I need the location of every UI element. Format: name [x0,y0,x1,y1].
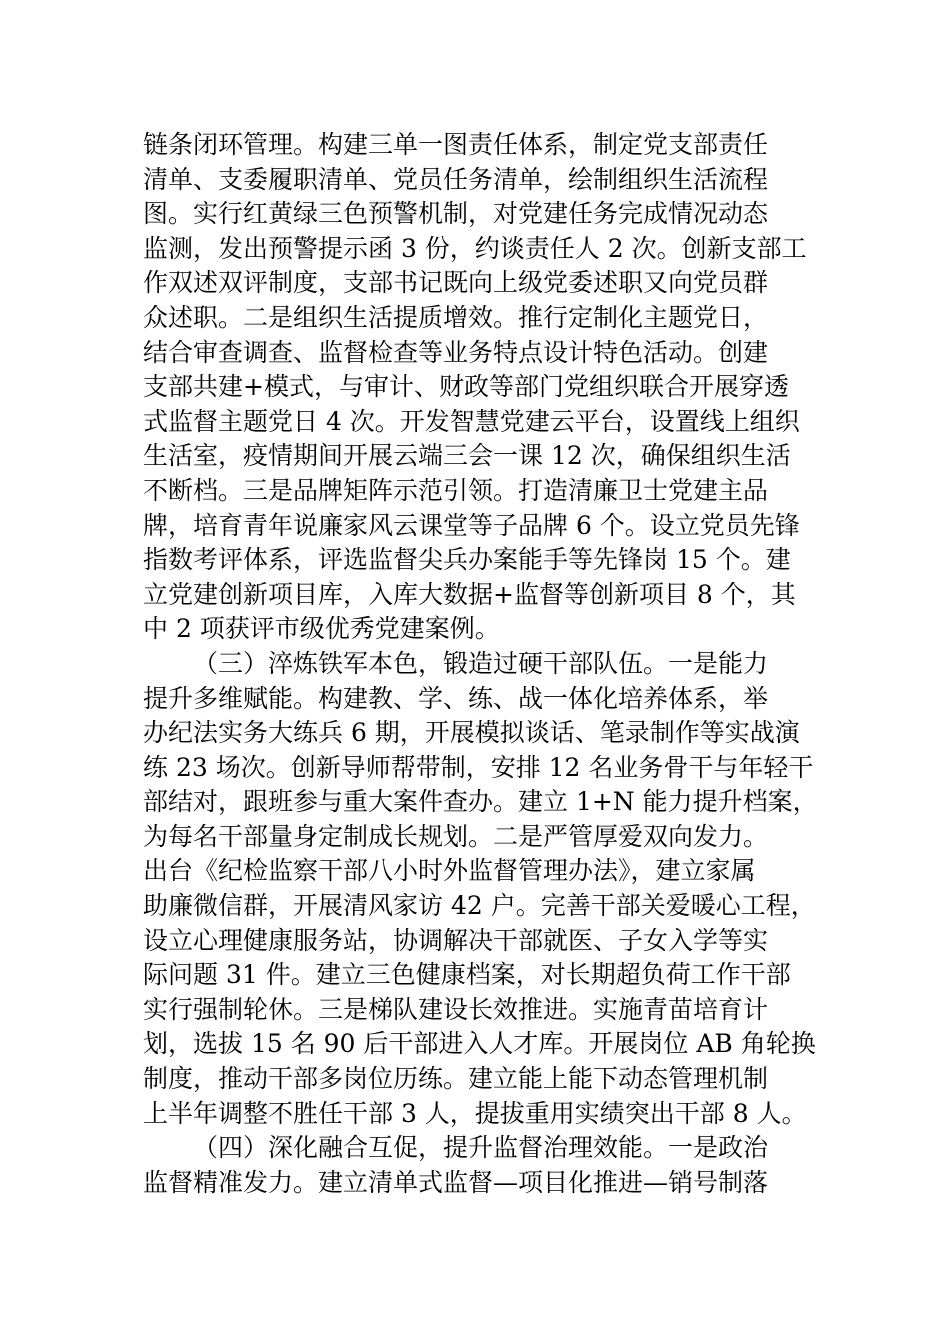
text-line: 设立心理健康服务站，协调解决干部就医、子女入学等实 [143,925,769,955]
text-line: 指数考评体系，评选监督尖兵办案能手等先锋岗 15 个。建 [143,545,791,575]
text-line: 生活室，疫情期间开展云端三会一课 12 次，确保组织生活 [143,441,791,471]
text-line: 际问题 31 件。建立三色健康档案，对长期超负荷工作干部 [143,960,791,990]
text-line: 提升多维赋能。构建教、学、练、战一体化培养体系，举 [143,683,769,713]
text-line: 为每名干部量身定制成长规划。二是严管厚爱双向发力。 [143,821,769,851]
text-line: 结合审查调查、监督检查等业务特点设计特色活动。创建 [143,337,769,367]
section-heading-line: （三）淬炼铁军本色，锻造过硬干部队伍。一是能力 [193,648,769,678]
text-line: 划，选拔 15 名 90 后干部进入人才库。开展岗位 AB 角轮换 [143,1029,816,1059]
section-heading-line: （四）深化融合互促，提升监督治理效能。一是政治 [193,1133,769,1163]
document-body [143,128,818,1200]
text-line: 制度，推动干部多岗位历练。建立能上能下动态管理机制 [143,1064,769,1094]
text-line: 实行强制轮休。三是梯队建设长效推进。实施青苗培育计 [143,994,769,1024]
text-line: 作双述双评制度，支部书记既向上级党委述职又向党员群 [143,268,769,298]
text-line: 出台《纪检监察干部八小时外监督管理办法》，建立家属 [143,856,756,886]
text-line: 不断档。三是品牌矩阵示范引领。打造清廉卫士党建主品 [143,475,769,505]
text-line: 部结对，跟班参与重大案件查办。建立 1+N 能力提升档案， [143,787,818,817]
text-line: 监督精准发力。建立清单式监督—项目化推进—销号制落 [143,1167,769,1197]
text-line: 上半年调整不胜任干部 3 人，提拔重用实绩突出干部 8 人。 [143,1098,807,1128]
text-line: 式监督主题党日 4 次。开发智慧党建云平台，设置线上组织 [143,406,800,436]
text-line: 监测，发出预警提示函 3 份，约谈责任人 2 次。创新支部工 [143,233,807,263]
text-line: 众述职。二是组织生活提质增效。推行定制化主题党日， [143,302,769,332]
text-line: 立党建创新项目库，入库大数据+监督等创新项目 8 个，其 [143,579,796,609]
text-line: 图。实行红黄绿三色预警机制，对党建任务完成情况动态 [143,199,769,229]
text-line: 支部共建+模式，与审计、财政等部门党组织联合开展穿透 [143,372,789,402]
text-line: 练 23 场次。创新导师帮带制，安排 12 名业务骨干与年轻干 [143,752,814,782]
text-line: 清单、支委履职清单、党员任务清单，绘制组织生活流程 [143,164,769,194]
text-line: 牌，培育青年说廉家风云课堂等子品牌 6 个。设立党员先锋 [143,510,800,540]
text-line: 办纪法实务大练兵 6 期，开展模拟谈话、笔录制作等实战演 [143,718,800,748]
text-line: 助廉微信群，开展清风家访 42 户。完善干部关爱暖心工程， [143,891,816,921]
text-line: 中 2 项获评市级优秀党建案例。 [143,614,500,644]
text-line: 链条闭环管理。构建三单一图责任体系，制定党支部责任 [143,130,769,159]
